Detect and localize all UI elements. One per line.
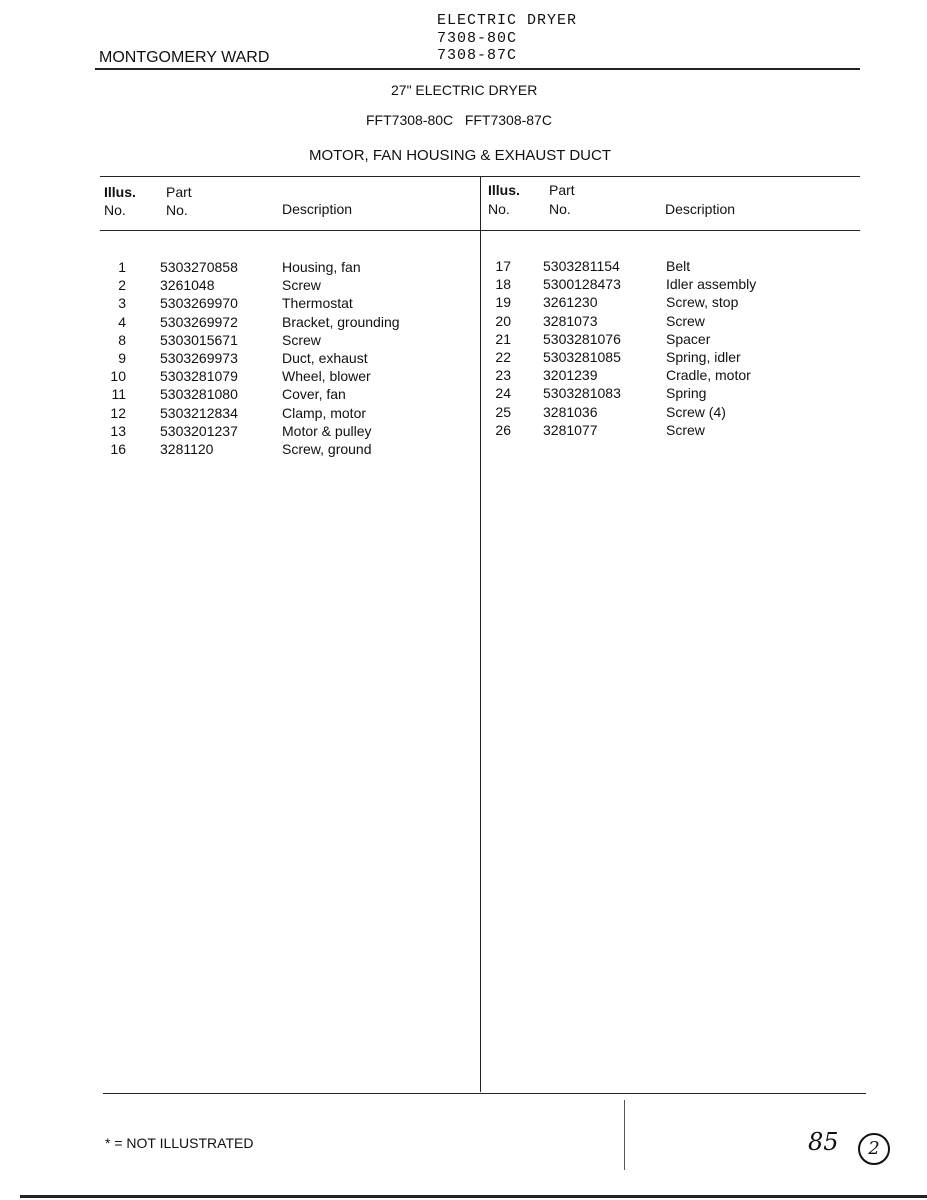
illus-number: 13 [110, 422, 126, 439]
illus-no-header: No. [488, 201, 510, 217]
part-description: Bracket, grounding [282, 313, 400, 330]
part-description: Housing, fan [282, 259, 361, 275]
part-number: 3281073 [543, 312, 598, 329]
part-description: Thermostat [282, 295, 353, 312]
model-line-2: 7308-80C [437, 30, 518, 47]
part-header: Part [549, 182, 575, 198]
illus-number: 25 [495, 403, 511, 420]
part-header: Part [166, 184, 192, 200]
illus-header: Illus. [104, 184, 136, 200]
illus-number: 9 [118, 350, 126, 366]
part-number: 3261230 [543, 294, 598, 311]
illus-number: 21 [495, 330, 511, 347]
part-number: 5303281085 [543, 349, 621, 365]
illus-no-header: No. [104, 202, 126, 218]
illus-number: 10 [110, 368, 126, 385]
part-number: 5303281080 [160, 386, 238, 403]
model-line-1: ELECTRIC DRYER [437, 12, 578, 29]
illus-number: 8 [118, 331, 126, 348]
illus-header: Illus. [488, 182, 520, 198]
part-description: Wheel, blower [282, 368, 371, 385]
model-numbers: FFT7308-80C FFT7308-87C [366, 112, 552, 128]
part-number: 3281077 [543, 421, 598, 438]
part-description: Spacer [666, 330, 711, 347]
part-number: 5303281083 [543, 385, 621, 402]
part-number: 5303281154 [543, 258, 620, 274]
handwritten-circled-number: 2 [858, 1133, 890, 1165]
illus-number: 23 [495, 367, 511, 384]
part-number: 5303281079 [160, 368, 238, 385]
part-number: 3261048 [160, 277, 215, 294]
part-description: Spring [666, 385, 707, 402]
column-divider [480, 176, 481, 1092]
illus-number: 16 [110, 441, 126, 457]
part-number: 5303201237 [160, 422, 238, 439]
illus-number: 12 [110, 404, 126, 421]
illus-number: 2 [118, 277, 126, 294]
part-number: 5303281076 [543, 330, 621, 347]
part-description: Cover, fan [282, 386, 346, 403]
part-number: 3201239 [543, 367, 598, 384]
part-description: Screw (4) [666, 403, 726, 420]
part-number: 3281120 [160, 441, 214, 457]
part-number: 5300128473 [543, 276, 621, 293]
part-description: Idler assembly [666, 276, 757, 293]
illus-number: 11 [111, 386, 126, 403]
model-line-3: 7308-87C [437, 47, 518, 64]
scan-mark [624, 1100, 625, 1170]
illus-number: 26 [495, 421, 511, 438]
footer-rule [103, 1093, 866, 1094]
not-illustrated-note: * = NOT ILLUSTRATED [105, 1135, 254, 1151]
part-description: Screw [666, 421, 705, 438]
part-description: Motor & pulley [282, 422, 372, 439]
illus-number: 17 [495, 258, 511, 274]
header-rule [95, 68, 860, 70]
part-no-header: No. [549, 201, 571, 217]
part-number: 5303212834 [160, 404, 238, 421]
part-description: Screw, ground [282, 441, 372, 457]
brand-name: MONTGOMERY WARD [99, 49, 270, 66]
part-number: 5303269970 [160, 295, 238, 312]
part-description: Spring, idler [666, 349, 741, 365]
document-title: 27" ELECTRIC DRYER [391, 82, 538, 98]
part-number: 3281036 [543, 403, 598, 420]
illus-number: 1 [118, 259, 126, 275]
description-header: Description [665, 201, 736, 217]
part-description: Belt [666, 258, 691, 274]
part-number: 5303269973 [160, 350, 238, 366]
part-description: Screw [282, 331, 321, 348]
part-description: Screw, stop [666, 294, 739, 311]
handwritten-page-number: 85 [808, 1128, 839, 1156]
part-description: Screw [282, 277, 321, 294]
part-number: 5303015671 [160, 331, 238, 348]
illus-number: 3 [118, 295, 126, 312]
part-description: Cradle, motor [666, 367, 751, 384]
illus-number: 18 [495, 276, 511, 293]
part-description: Duct, exhaust [282, 350, 368, 366]
part-description: Screw [666, 312, 705, 329]
part-number: 5303269972 [160, 313, 238, 330]
bottom-edge-rule [20, 1195, 927, 1198]
illus-number: 4 [118, 313, 126, 330]
illus-number: 20 [495, 312, 511, 329]
illus-number: 19 [495, 294, 511, 311]
illus-number: 24 [495, 385, 511, 402]
part-no-header: No. [166, 202, 188, 218]
part-description: Clamp, motor [282, 404, 367, 421]
description-header: Description [282, 201, 353, 217]
part-number: 5303270858 [160, 259, 238, 275]
illus-number: 22 [495, 349, 511, 365]
section-title: MOTOR, FAN HOUSING & EXHAUST DUCT [309, 147, 611, 164]
